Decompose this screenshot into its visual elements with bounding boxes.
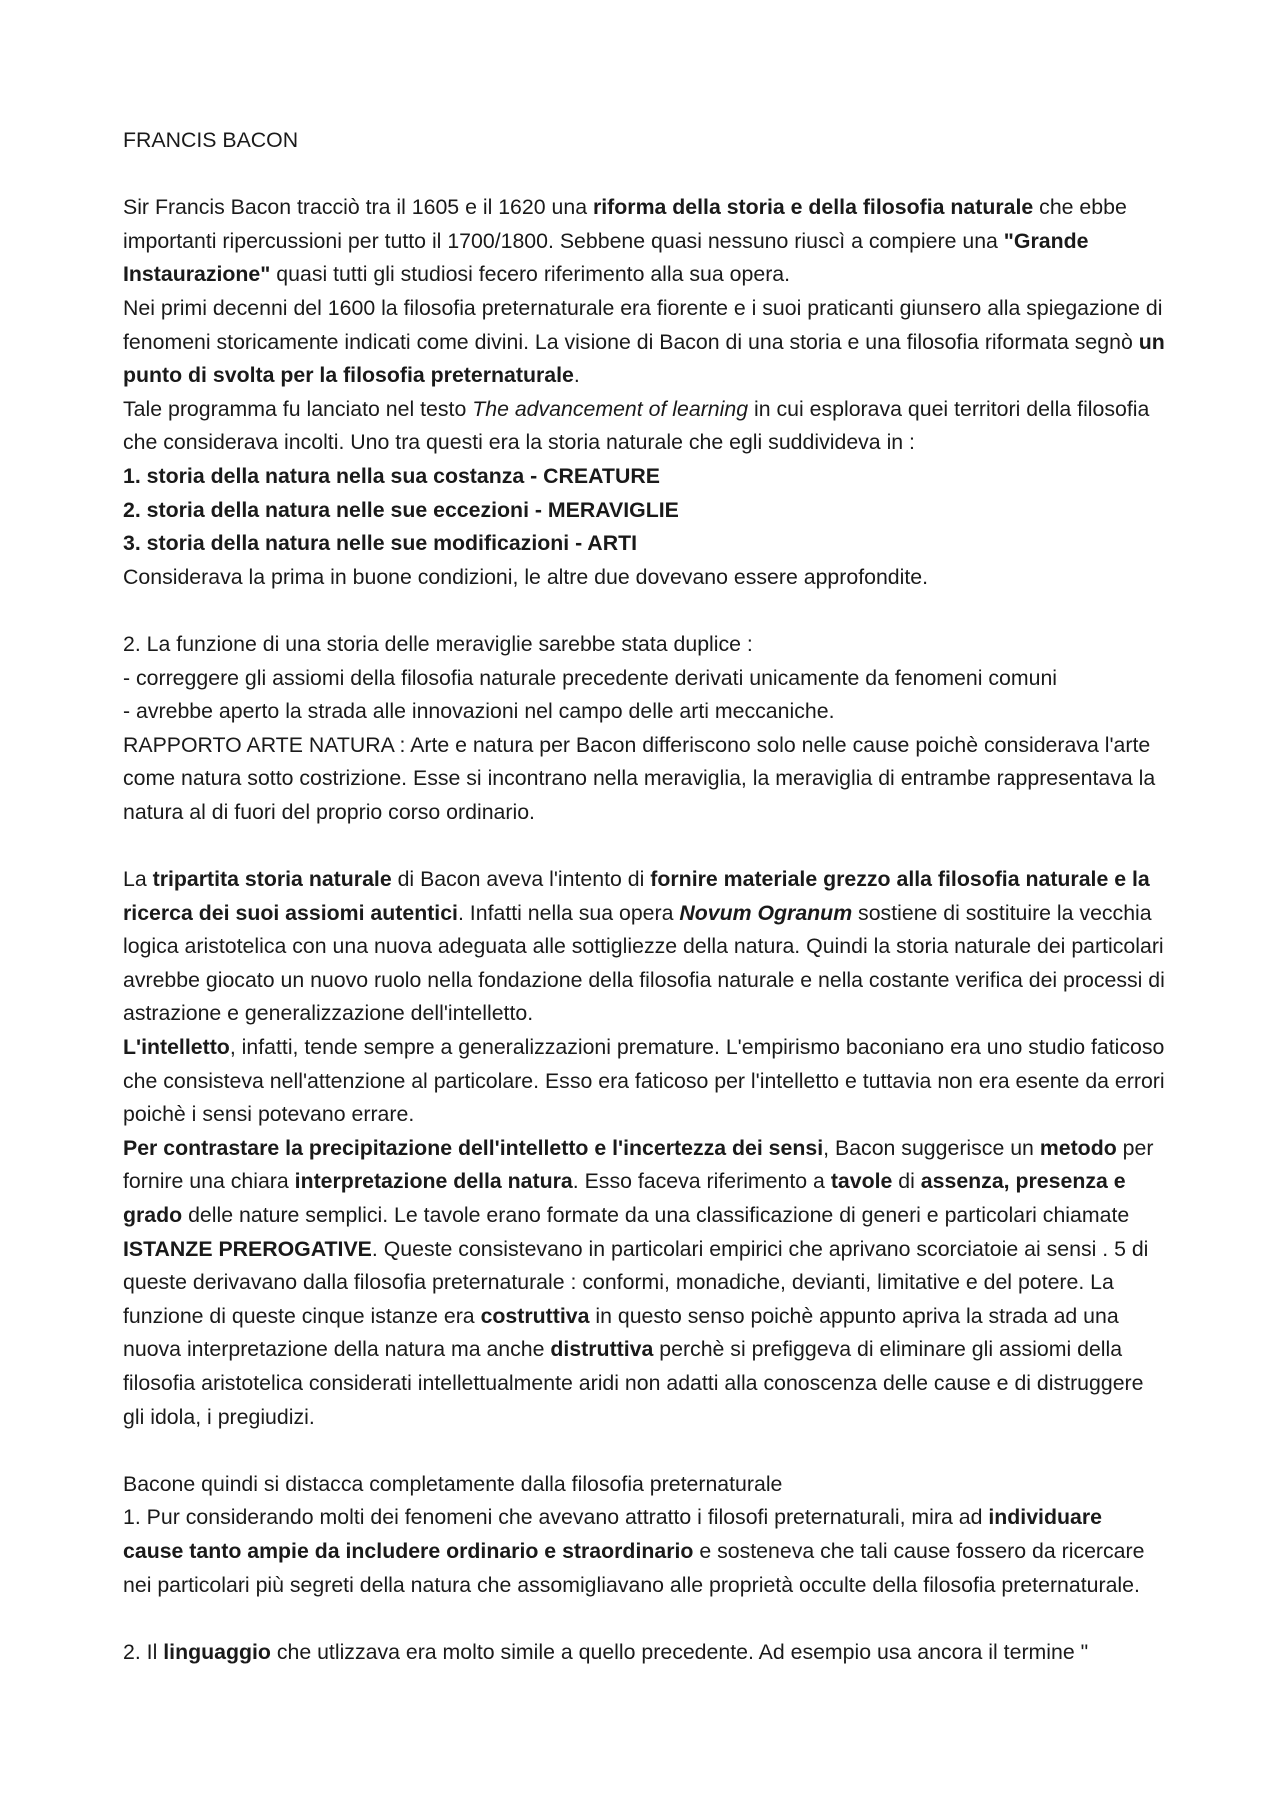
bold-text: tavole [830,1169,893,1194]
text-run: . Esso faceva riferimento a [572,1169,831,1194]
text-run: . [573,363,580,388]
paragraph [123,1031,1168,1132]
blank-line [123,1434,1168,1468]
bold-text: ISTANZE PREROGATIVE [123,1236,372,1261]
text-run: Considerava la prima in buone condizioni, le altre due dovevano essere approfondite. [123,564,929,589]
bold-text: linguaggio [163,1639,271,1664]
bold-text: 3. storia della natura nelle sue modificazioni - ARTI [123,531,637,556]
italic-text: The advancement of learning [472,396,749,421]
bold-text: assenza, presenza e grado [123,1169,1126,1227]
paragraph [123,729,1168,830]
paragraph [123,628,1168,662]
text-run: Tale programma fu lanciato nel testo [123,396,473,421]
bold-text: un punto di svolta per la filosofia preternaturale [123,329,1165,388]
text-run: Nei primi decenni del 1600 la filosofia preternaturale era fiorente e i suoi praticanti giunsero alla spiegazione di fenomeni storicamente indicati come divini. La visione di Bacon di una storia e una filosofia riformata segnò [123,295,1163,354]
text-run: perchè si prefiggeva di eliminare gli assiomi della filosofia aristotelica considerati intellettualmente aridi non adatti alla conoscenza delle cause e di distruggere gli idola, i pregiudizi. [123,1337,1144,1429]
text-run: , Bacon suggerisce un [823,1135,1040,1160]
bold-text: 2. storia della natura nelle sue eccezioni - MERAVIGLIE [123,497,679,522]
text-run: , infatti, tende sempre a generalizzazioni premature. L'empirismo baconiano era uno studio faticoso che consisteva nell'attenzione al particolare. Esso era faticoso per l'intelletto e tuttavia non era esente da errori poichè i sensi potevano errare. [123,1035,1165,1127]
paragraph [123,292,1168,393]
paragraph [123,1636,1168,1670]
text-run: e sosteneva che tali cause fossero da ricercare nei particolari più segreti della natura che assomigliavano alle proprietà occulte della filosofia preternaturale. [123,1538,1145,1597]
paragraph [123,662,1168,696]
text-run: . Queste consistevano in particolari empirici che aprivano scorciatoie ai sensi . 5 di queste derivavano dalla filosofia preternaturale : conformi, monadiche, devianti, limitative e del potere. La funzione di queste cinque istanze era [123,1236,1149,1328]
bold-text: 1. storia della natura nella sua costanza - CREATURE [123,463,660,488]
text-run: La [123,867,153,892]
text-run: 2. La funzione di una storia delle meraviglie sarebbe stata duplice : [123,631,753,656]
paragraph [123,494,1168,528]
text-run: . Infatti nella sua opera [457,900,680,925]
paragraph [123,561,1168,595]
bold-text: metodo [1039,1135,1117,1160]
bold-text: tripartita storia naturale [152,867,392,892]
bold-text: interpretazione della natura [294,1169,573,1194]
text-run: - correggere gli assiomi della filosofia naturale precedente derivati unicamente da fenomeni comuni [123,665,1058,690]
bold-text: riforma della storia e della filosofia naturale [592,195,1034,220]
paragraph [123,460,1168,494]
text-run: - avrebbe aperto la strada alle innovazioni nel campo delle arti meccaniche. [123,699,835,724]
text-run: che ebbe importanti ripercussioni per tutto il 1700/1800. Sebbene quasi nessuno riuscì a compiere una [123,195,1127,253]
paragraph [123,1468,1168,1502]
text-run: in questo senso poichè appunto apriva la strada ad una nuova interpretazione della natura ma anche [123,1303,1119,1362]
text-run: quasi tutti gli studiosi fecero riferimento alla sua opera. [270,262,791,287]
bold-text: individuare cause tanto ampie da includere ordinario e straordinario [123,1505,1102,1563]
text-run: Sir Francis Bacon tracciò tra il 1605 e il 1620 una [123,195,593,220]
text-run: per fornire una chiara [123,1135,1154,1194]
paragraph [123,527,1168,561]
text-run: 2. Il [123,1639,164,1664]
bold-text: costruttiva [480,1303,590,1328]
bold-text: L'intelletto [123,1035,230,1060]
text-run: in cui esplorava quei territori della filosofia che considerava incolti. Uno tra questi era la storia naturale che egli suddivideva in : [123,396,1150,455]
text-run: 1. Pur considerando molti dei fenomeni che avevano attratto i filosofi preternaturali, mira ad [123,1505,989,1530]
paragraph [123,1132,1168,1434]
bold-text: "Grande Instaurazione" [123,228,1089,287]
blank-line [123,594,1168,628]
text-run: di [892,1169,921,1194]
document-title: FRANCIS BACON [123,128,299,152]
text-run: RAPPORTO ARTE NATURA : Arte e natura per Bacon differiscono solo nelle cause poichè considerava l'arte come natura sotto costrizione. Esse si incontrano nella meraviglia, la meraviglia di entrambe rappresentava la natura al di fuori del proprio corso ordinario. [123,732,1156,824]
text-run: delle nature semplici. Le tavole erano formate da una classificazione di generi e particolari chiamate [182,1203,1130,1227]
paragraph [123,393,1168,460]
paragraph [123,863,1168,1031]
paragraph [123,695,1168,729]
blank-line [123,1602,1168,1636]
blank-line [123,829,1168,863]
bold-text: Per contrastare la precipitazione dell'intelletto e l'incertezza dei sensi [123,1135,824,1160]
text-run: che utlizzava era molto simile a quello precedente. Ad esempio usa ancora il termine " [270,1639,1089,1664]
paragraph [123,191,1168,292]
text-run: di Bacon aveva l'intento di [391,867,651,892]
bold-text: fornire materiale grezzo alla filosofia naturale e la ricerca dei suoi assiomi autentici [123,867,1150,925]
text-run: sostiene di sostituire la vecchia logica aristotelica con una nuova adeguata alle sottigliezze della natura. Quindi la storia naturale dei particolari avrebbe giocato un nuovo ruolo nella fondazione della filosofia naturale e nella costante verifica dei processi di astrazione e generalizzazione dell'intelletto. [123,900,1165,1026]
bold-italic-text: Novum Ogranum [679,900,853,925]
blank-line [123,158,1168,192]
paragraph [123,1501,1168,1602]
bold-text: distruttiva [550,1337,654,1362]
text-run: Bacone quindi si distacca completamente dalla filosofia preternaturale [123,1471,783,1496]
document-body [123,124,1168,1669]
